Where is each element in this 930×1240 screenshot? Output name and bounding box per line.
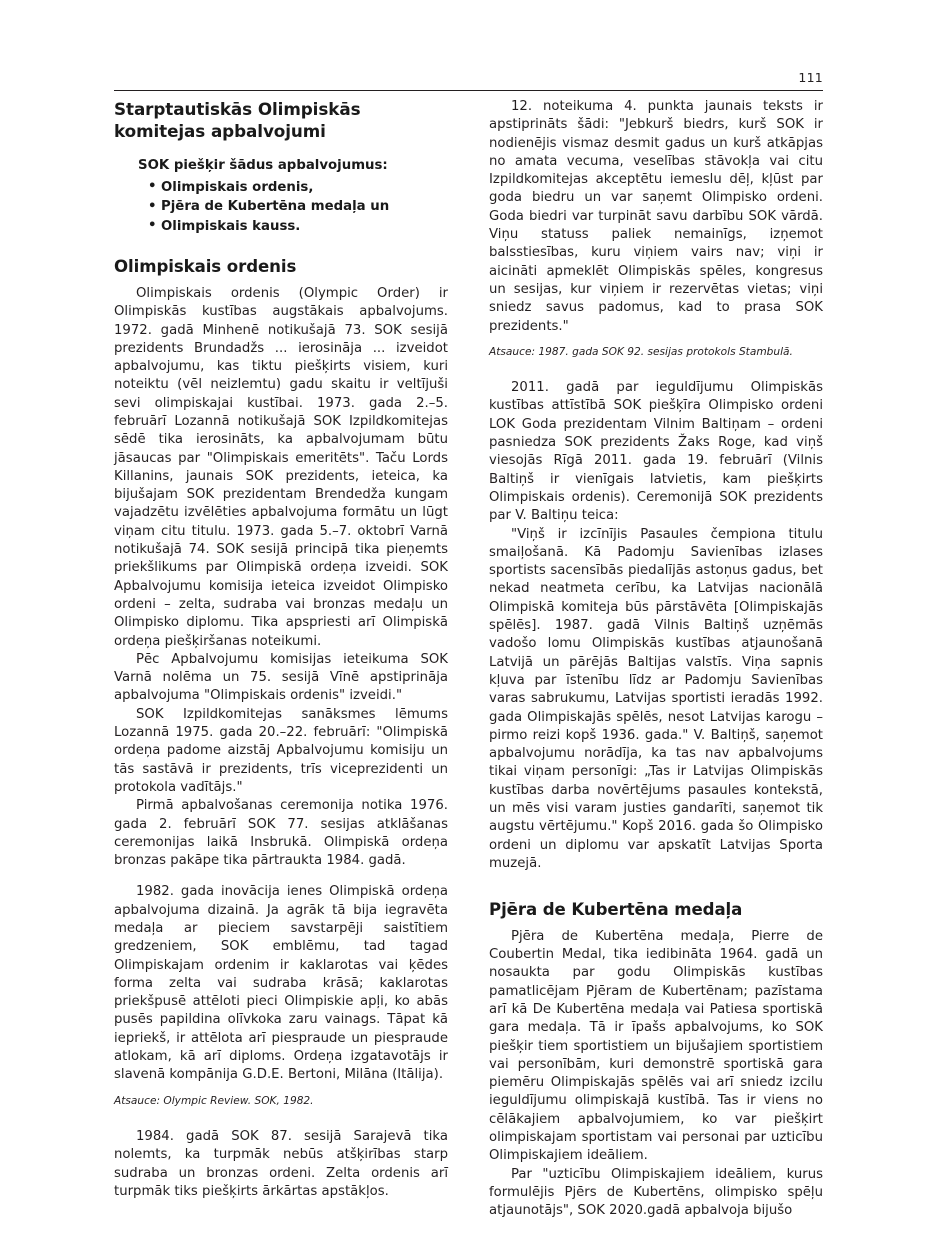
paragraph: 1984. gadā SOK 87. sesijā Sarajevā tika nolemts, ka turpmāk nebūs atšķirības starp sudraba un bronzas ordeni. Zelta ordenis arī turpmāk tiks piešķirts ārkārtas apstākļos. — [114, 1128, 448, 1199]
running-head — [114, 72, 823, 91]
reference-note: Atsauce: 1987. gada SOK 92. sesijas protokols Stambulā. — [489, 345, 793, 358]
paragraph-spacer — [489, 359, 823, 379]
reference-note: Atsauce: Olympic Review. SOK, 1982. — [114, 1094, 314, 1107]
paragraph: 2011. gadā par ieguldījumu Olimpiskās kustības attīstībā SOK piešķīra Olimpisko ordeni LOK Goda prezidentam Vilnim Baltiņam – ordeni pasniedza SOK prezidents Žaks Roge, kad viņš viesojās Rīgā 2011. gada 19. februārī (Vilnis Baltiņš ir vienīgais latvietis, kam piešķirts Olimpiskais ordenis). Ceremonijā SOK prezidents par V. Baltiņu teica: — [489, 380, 823, 524]
left-column — [114, 98, 448, 1201]
list-item: • Olimpiskais kauss. — [161, 217, 448, 237]
paragraph: 12. noteikuma 4. punkta jaunais teksts ir apstiprināts šādi: "Jebkurš biedrs, kurš SOK ir nodienējis vismaz desmit gadus un kurš atkāpjas no amata vecuma, veselības stāvokļa vai citu Izpildkomitejas akceptētu iemeslu dēļ, kļūst par goda biedru un var saņemt Olimpisko ordeni. Goda biedri var turpināt savu darbību SOK vārdā. Viņu statuss paliek nemainīgs, izņemot balsstiesības, kuru viņiem vairs nav; viņi ir aicināti apmeklēt Olimpiskās spēles, kongresus un sesijas, kur viņiem ir rezervētas vietas; viņi sniedz savus padomus, kad to prasa SOK prezidents." — [489, 99, 823, 334]
subheading-coubertin-medal: Pjēra de Kubertēna medaļa — [489, 900, 743, 920]
list-item: • Pjēra de Kubertēna medaļa un — [161, 197, 448, 217]
paragraph: SOK Izpildkomitejas sanāksmes lēmums Lozannā 1975. gada 20.–22. februārī: "Olimpiskā ordeņa padome aizstāj Apbalvojumu komisiju un tās sastāvā ir prezidents, trīs viceprezidenti un protokola vadītājs." — [114, 706, 448, 795]
paragraph-spacer — [114, 1108, 448, 1128]
paragraph: Par "uzticību Olimpiskajiem ideāliem, kurus formulējis Pjērs de Kubertēns, olimpisko spēļu atjaunotājs", SOK 2020.gadā apbalvoja bijušo — [489, 1166, 823, 1219]
awards-list — [114, 178, 448, 237]
paragraph: 1982. gada inovācija ienes Olimpiskā ordeņa apbalvojuma dizainā. Ja agrāk tā bija iegravēta medaļa ar pieciem savstarpēji saistītiem gredzeniem, SOK emblēmu, tad tagad Olimpiskajam ordenim ir kaklarotas vai ķēdes forma zelta vai sudraba krāsā; kaklarotas priekšpusē attēloti pieci Olimpiskie apļi, ko abās pusēs papildina olīvkoka zaru vainags. Tāpat kā iepriekš, ir attēlota arī piespraude un piespraude atlokam, kā arī diploms. Ordeņa izgatavotājs ir slavenā kompānija G.D.E. Bertoni, Milāna (Itālija). — [114, 884, 448, 1083]
paragraph: Pjēra de Kubertēna medaļa, Pierre de Coubertin Medal, tika iedibināta 1964. gadā un nosaukta par godu Olimpiskās kustības pamatlicējam Pjēram de Kubertēnam; pazīstama arī kā De Kubertēna medaļa vai Patiesa sportiskā gara medaļa. Tā ir īpašs apbalvojums, ko SOK piešķir tiem sportistiem un bijušajiem sportistiem vai personībām, kuri demonstrē sportiskā gara piemēru Olimpiskajās spēlēs vai arī sniedz izcilu ieguldījumu olimpiskajā kustībā. Tas ir viens no cēlākajiem apbalvojumiem, ko var piešķirt olimpiskajam sportistam vai personai par uzticību Olimpiskajiem ideāliem. — [489, 928, 823, 1164]
paragraph: Olimpiskais ordenis (Olympic Order) ir Olimpiskās kustības augstākais apbalvojums. 1972. gadā Minhenē notikušajā 73. SOK sesijā prezidents Brundadžs ... ierosināja ... izveidot apbalvojumu, kas tiktu piešķirts visiem, kuri noteiktu (vēl neizlemtu) gadu skaitu ir veltījuši sevi olimpiskajai kustībai. 1973. gada 2.–5. februārī Lozannā notikušajā SOK Izpildkomitejas sēdē tika ierosināts, ka apbalvojumam būtu jāsaucas par "Olimpiskais emeritēts". Taču Lords Killanins, jaunais SOK prezidents, ieteica, ka bijušajam SOK prezidentam Brendedža kungam vajadzētu izvēlēties apbalvojuma formātu un lūgt viņam citu titulu. 1973. gada 5.–7. oktobrī Varnā notikušajā 74. SOK sesijā principā tika pieņemts priekšlikums par Olimpiskā ordeņa izveidi. SOK Apbalvojumu komisija ieteica izveidot Olimpisko ordeni – zelta, sudraba vai bronzas medaļu un Olimpisko diplomu. Tika apspriesti arī Olimpiskā ordeņa piešķiršanas noteikumi. — [114, 285, 448, 649]
header-rule — [114, 90, 823, 91]
two-column-body — [114, 98, 823, 1220]
paragraph: "Viņš ir izcīnījis Pasaules čempiona titulu smaiļošanā. Kā Padomju Savienības izlases sportists sacensībās piedalījās astoņus gadus, bet nekad neatmeta cerību, ka Latvijas nacionālā Olimpiskā komiteja būs pārstāvēta [Olimpiskajās spēlēs]. 1987. gadā Vilnis Baltiņš uzņēmās vadošo lomu Olimpiskās kustības atjaunošanā Latvijā un pārējās Baltijas valstīs. Viņa sapnis kļuva par īstenību līdz ar Padomju Savienības varas sabrukumu, Latvijas sportisti ieradās 1992. gada Olimpiskajās spēlēs, nesot Latvijas karogu – pirmo reizi kopš 1936. gada." V. Baltiņš, saņemot apbalvojumu norādīja, ka tas nav apbalvojums tikai viņam personīgi: „Tas ir Latvijas Olimpiskās kustības darba novērtējums pasaules kontekstā, un mēs visi varam justies gandarīti, saņemot tik augstu vērtējumu." Kopš 2016. gada šo Olimpisko ordeni un diplomu var apskatīt Latvijas Sporta muzejā. — [489, 526, 823, 871]
right-column — [489, 98, 823, 1220]
subheading-olympic-order: Olimpiskais ordenis — [114, 257, 297, 277]
paragraph: Pirmā apbalvošanas ceremonija notika 1976. gada 2. februārī SOK 77. sesijas atklāšanas ceremonijas laikā Insbrukā. Olimpiskā ordeņa bronzas pakāpe tika pārtraukta 1984. gadā. — [114, 798, 448, 869]
awards-list-label: SOK piešķir šādus apbalvojumus: — [138, 158, 388, 174]
paragraph-spacer — [114, 870, 448, 883]
list-item: • Olimpiskais ordenis, — [161, 178, 448, 198]
page-number: 111 — [798, 70, 823, 85]
main-heading: Starptautiskās Olimpiskās komitejas apbalvojumi — [114, 99, 361, 142]
paragraph: Pēc Apbalvojumu komisijas ieteikuma SOK Varnā nolēma un 75. sesijā Vīnē apstiprināja apbalvojuma "Olimpiskais ordenis" izveidi." — [114, 651, 448, 704]
